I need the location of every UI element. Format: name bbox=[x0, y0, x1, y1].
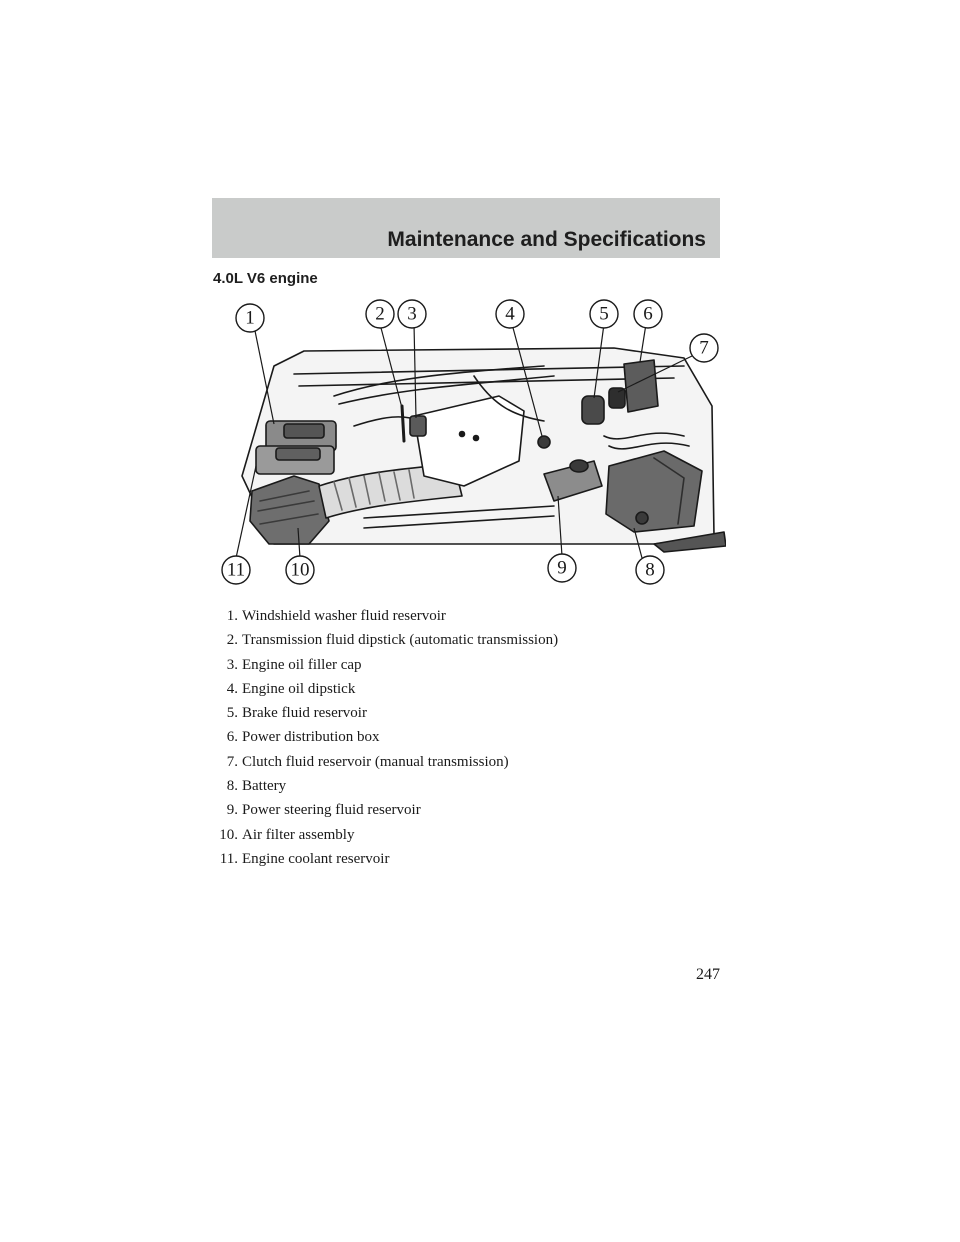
header-band bbox=[212, 198, 720, 258]
brake-reservoir-shape bbox=[582, 396, 604, 424]
callout-label-9: 9 bbox=[557, 557, 567, 579]
legend-item bbox=[200, 798, 720, 822]
callout-label-6: 6 bbox=[643, 303, 653, 325]
oil-dipstick-shape bbox=[538, 436, 550, 448]
component-legend bbox=[200, 604, 720, 871]
oil-filler-cap-shape bbox=[410, 416, 426, 436]
legend-number: 2. bbox=[226, 632, 238, 649]
legend-number: 9. bbox=[226, 802, 238, 819]
legend-item bbox=[200, 847, 720, 871]
legend-text: Power steering fluid reservoir bbox=[242, 802, 421, 819]
legend-text: Engine coolant reservoir bbox=[242, 850, 390, 867]
callout-label-10: 10 bbox=[290, 559, 310, 581]
callout-label-3: 3 bbox=[407, 303, 417, 325]
legend-item bbox=[200, 653, 720, 677]
battery-shape bbox=[606, 451, 702, 532]
legend-number: 6. bbox=[226, 729, 238, 746]
legend-item bbox=[200, 628, 720, 652]
legend-text: Transmission fluid dipstick (automatic transmission) bbox=[242, 632, 559, 649]
legend-number: 3. bbox=[226, 656, 238, 673]
engine-illustration bbox=[214, 296, 726, 592]
legend-item bbox=[200, 823, 720, 847]
legend-text: Air filter assembly bbox=[242, 826, 355, 843]
callout-label-1: 1 bbox=[245, 307, 255, 329]
legend-item bbox=[200, 750, 720, 774]
callout-label-8: 8 bbox=[645, 559, 655, 581]
engine-compartment-diagram bbox=[214, 296, 726, 592]
callout-label-5: 5 bbox=[599, 303, 609, 325]
callout-label-2: 2 bbox=[375, 303, 385, 325]
legend-text: Brake fluid reservoir bbox=[242, 705, 367, 722]
legend-item bbox=[200, 604, 720, 628]
section-title: 4.0L V6 engine bbox=[213, 270, 318, 287]
legend-item bbox=[200, 701, 720, 725]
legend-number: 4. bbox=[226, 680, 238, 697]
legend-text: Power distribution box bbox=[242, 729, 380, 746]
legend-number: 8. bbox=[226, 778, 238, 795]
legend-number: 7. bbox=[226, 753, 238, 770]
legend-item bbox=[200, 677, 720, 701]
callout-label-4: 4 bbox=[505, 303, 515, 325]
legend-text: Engine oil dipstick bbox=[242, 680, 356, 697]
page-header-title: Maintenance and Specifications bbox=[387, 228, 706, 251]
legend-text: Battery bbox=[242, 778, 287, 795]
legend-text: Windshield washer fluid reservoir bbox=[242, 608, 446, 624]
legend-text: Engine oil filler cap bbox=[242, 656, 362, 673]
legend-item bbox=[200, 725, 720, 749]
legend-number: 11. bbox=[219, 850, 238, 867]
page-number: 247 bbox=[696, 966, 720, 983]
callout-label-7: 7 bbox=[699, 337, 709, 359]
callout-label-11: 11 bbox=[226, 559, 246, 581]
legend-number: 1. bbox=[226, 608, 238, 624]
legend-number: 5. bbox=[226, 705, 238, 722]
legend-number: 10. bbox=[219, 826, 238, 843]
legend-item bbox=[200, 774, 720, 798]
legend-text: Clutch fluid reservoir (manual transmission) bbox=[242, 753, 509, 770]
clutch-reservoir-shape bbox=[609, 388, 625, 408]
